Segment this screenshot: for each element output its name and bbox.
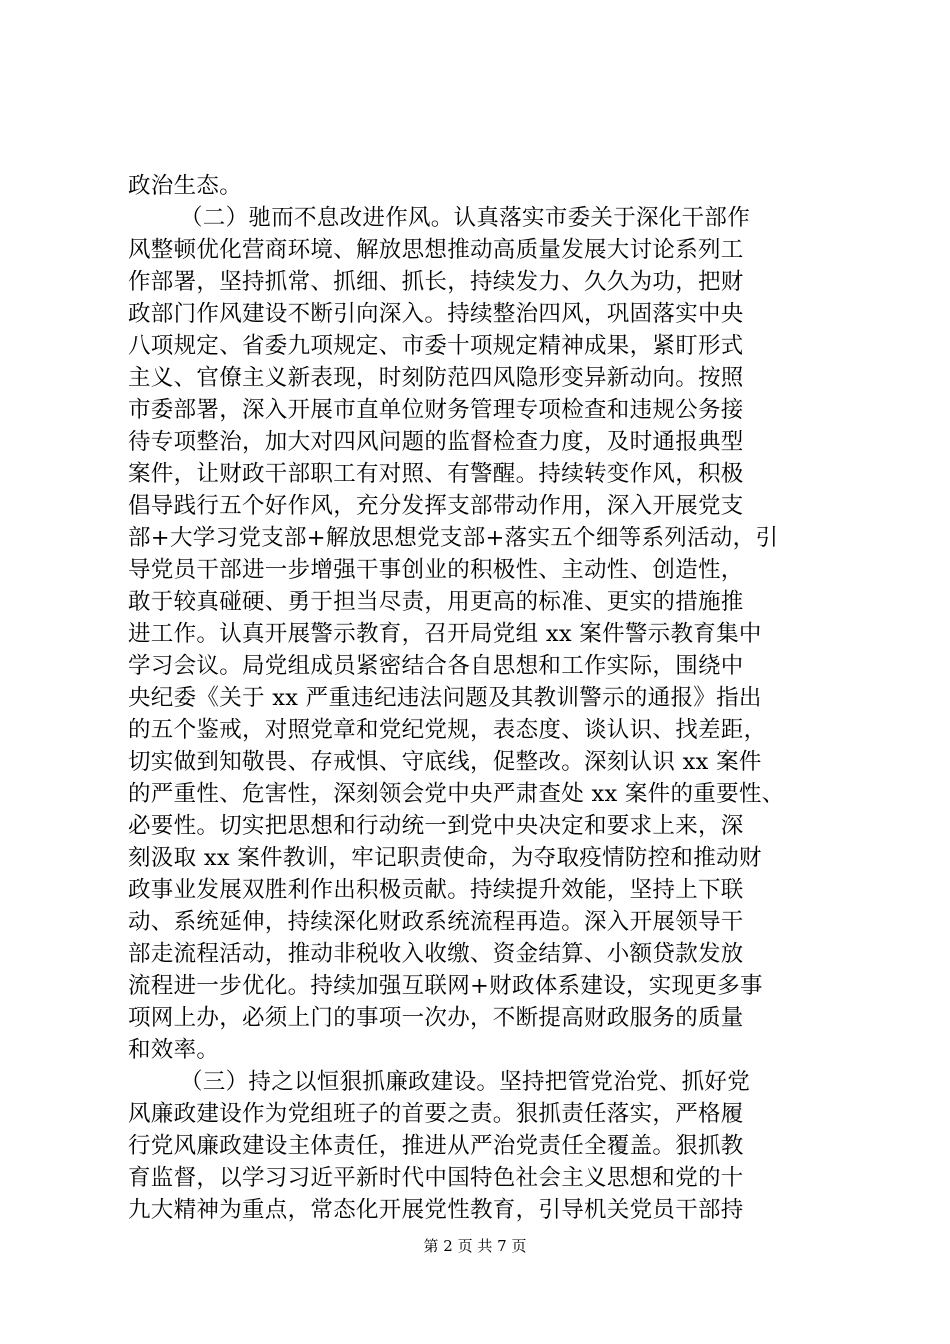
page-footer bbox=[0, 1236, 950, 1256]
text-line: 央纪委《关于 xx 严重违纪违法问题及其教训警示的通报》指出 bbox=[128, 685, 762, 711]
text-line: 学习会议。局党组成员紧密结合各自思想和工作实际，围绕中 bbox=[128, 653, 744, 679]
text-line: 部走流程活动，推动非税收入收缴、资金结算、小额贷款发放 bbox=[128, 941, 744, 967]
text-line: 动、系统延伸，持续深化财政系统流程再造。深入开展领导干 bbox=[128, 909, 744, 935]
text-line: 市委部署，深入开展市直单位财务管理专项检查和违规公务接 bbox=[128, 397, 744, 423]
text-line: 行党风廉政建设主体责任，推进从严治党责任全覆盖。狠抓教 bbox=[128, 1133, 744, 1159]
text-line: 刻汲取 xx 案件教训，牢记职责使命，为夺取疫情防控和推动财 bbox=[128, 845, 762, 871]
text-line: 项网上办，必须上门的事项一次办，不断提高财政服务的质量 bbox=[128, 1005, 744, 1031]
text-line: 和效率。 bbox=[128, 1037, 220, 1063]
text-line: 部+大学习党支部+解放思想党支部+落实五个细等系列活动，引 bbox=[128, 525, 779, 551]
page-indicator: 第 2 页 共 7 页 bbox=[423, 1237, 527, 1255]
text-line: 待专项整治，加大对四风问题的监督检查力度，及时通报典型 bbox=[128, 429, 744, 455]
text-line: 政事业发展双胜利作出积极贡献。持续提升效能，坚持上下联 bbox=[128, 877, 744, 903]
text-line: 风廉政建设作为党组班子的首要之责。狠抓责任落实，严格履 bbox=[128, 1101, 744, 1127]
text-line: 风整顿优化营商环境、解放思想推动高质量发展大讨论系列工 bbox=[128, 237, 744, 263]
text-line: 的严重性、危害性，深刻领会党中央严肃查处 xx 案件的重要性、 bbox=[128, 781, 785, 807]
text-line: 政部门作风建设不断引向深入。持续整治四风，巩固落实中央 bbox=[128, 301, 744, 327]
text-line: 八项规定、省委九项规定、市委十项规定精神成果，紧盯形式 bbox=[128, 333, 744, 359]
text-line: 导党员干部进一步增强干事创业的积极性、主动性、创造性， bbox=[128, 557, 744, 583]
paragraph-start-line: （二）驰而不息改进作风。认真落实市委关于深化干部作 bbox=[180, 205, 751, 231]
text-line: 敢于较真碰硬、勇于担当尽责，用更高的标准、更实的措施推 bbox=[128, 589, 744, 615]
text-line: 必要性。切实把思想和行动统一到党中央决定和要求上来，深 bbox=[128, 813, 744, 839]
text-line: 的五个鉴戒，对照党章和党纪党规，表态度、谈认识、找差距， bbox=[128, 717, 767, 743]
text-line: 案件，让财政干部职工有对照、有警醒。持续转变作风，积极 bbox=[128, 461, 744, 487]
text-line: 主义、官僚主义新表现，时刻防范四风隐形变异新动向。按照 bbox=[128, 365, 744, 391]
text-line: 育监督，以学习习近平新时代中国特色社会主义思想和党的十 bbox=[128, 1165, 744, 1191]
text-line: 倡导践行五个好作风，充分发挥支部带动作用，深入开展党支 bbox=[128, 493, 744, 519]
text-line: 进工作。认真开展警示教育，召开局党组 xx 案件警示教育集中 bbox=[128, 621, 762, 647]
text-line: 切实做到知敬畏、存戒惧、守底线，促整改。深刻认识 xx 案件 bbox=[128, 749, 762, 775]
text-line: 九大精神为重点，常态化开展党性教育，引导机关党员干部持 bbox=[128, 1197, 744, 1223]
body-text bbox=[128, 170, 848, 1226]
text-line: 政治生态。 bbox=[128, 173, 243, 199]
text-line: 作部署，坚持抓常、抓细、抓长，持续发力、久久为功，把财 bbox=[128, 269, 744, 295]
text-line: 流程进一步优化。持续加强互联网+财政体系建设，实现更多事 bbox=[128, 973, 763, 999]
paragraph-start-line: （三）持之以恒狠抓廉政建设。坚持把管党治党、抓好党 bbox=[180, 1069, 751, 1095]
